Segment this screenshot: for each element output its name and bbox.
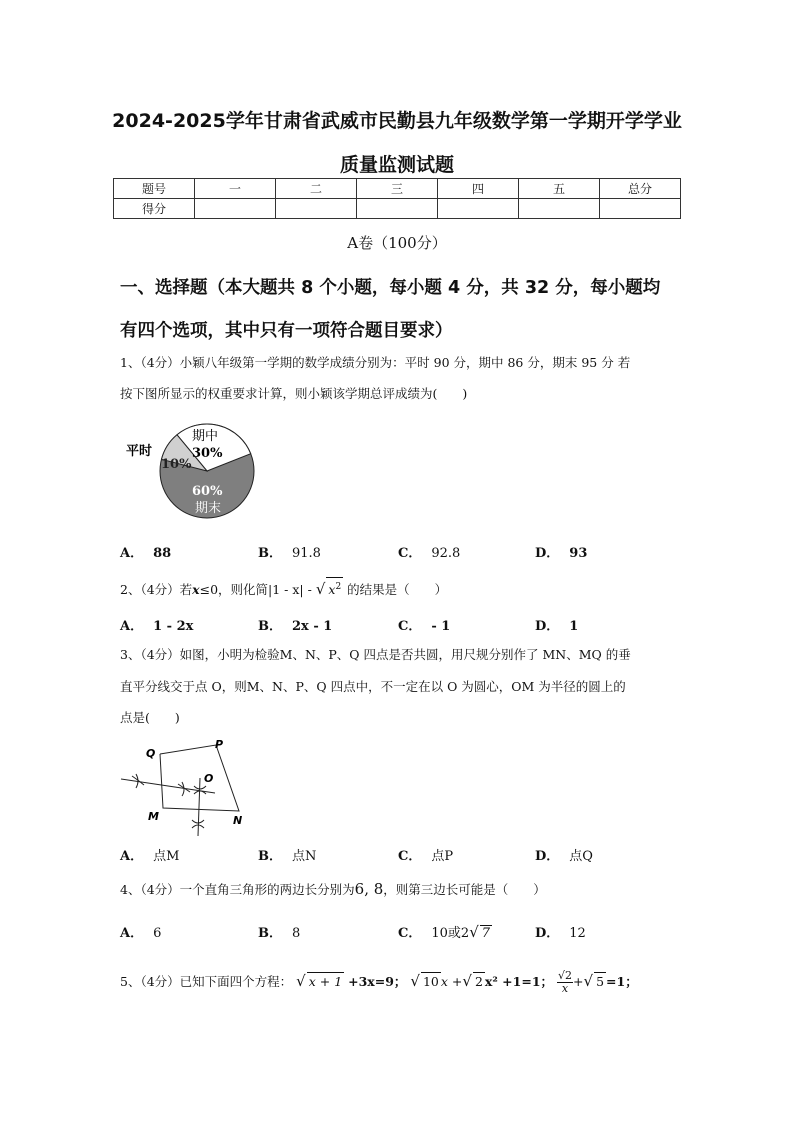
sqrt-sign: √ <box>410 972 420 990</box>
q2-radicand <box>326 577 343 599</box>
q4-option-c-text: 10或2 <box>431 926 470 941</box>
q2-var: x <box>192 582 200 598</box>
pie-label-pingshi: 平时 <box>126 444 153 459</box>
q4-side-lengths: 6, 8 <box>354 880 384 898</box>
score-cell-empty <box>357 199 438 219</box>
q4-option-c-radicand: 7 <box>481 926 491 941</box>
q4-option-a-text: 6 <box>153 926 162 941</box>
score-cell: 一 <box>195 179 276 199</box>
score-table-score-row <box>114 199 681 219</box>
q3-option-a-text: 点M <box>153 849 180 864</box>
q2-option-c[interactable]: C． - 1 <box>398 619 451 634</box>
part1-heading-line2: 有四个选项，其中只有一项符合题目要求） <box>120 321 453 341</box>
q2-suffix: 的结果是（ ） <box>347 582 448 598</box>
score-cell-empty <box>438 199 519 219</box>
q1-option-d-text: 93 <box>569 546 588 561</box>
q5-eq3-fraction <box>557 970 573 995</box>
q5-eq1-radicand: x + 1 <box>308 974 343 989</box>
score-cell: 二 <box>276 179 357 199</box>
q3-option-a[interactable]: A． 点M <box>120 849 180 864</box>
q3-text-line1: 3、（4分）如图，小明为检验M、N、P、Q 四点是否共圆，用尺规分别作了 MN、MQ 的垂 <box>120 647 631 662</box>
q2-option-b-text: 2x - 1 <box>292 619 333 634</box>
q5-eq2-mid: x + <box>440 974 463 989</box>
q5-eq3-numerator: √2 <box>558 969 573 982</box>
sqrt-sign: √ <box>462 972 472 990</box>
q4-option-d-text: 12 <box>569 926 586 941</box>
q4-option-a[interactable]: A． 6 <box>120 926 162 941</box>
q5-eq3-rest: =1； <box>606 974 638 989</box>
q3-option-b[interactable]: B． 点N <box>258 849 317 864</box>
q5-text <box>120 970 700 995</box>
pie-pct-qimo: 60% <box>192 484 223 499</box>
score-cell: 五 <box>519 179 600 199</box>
score-cell: 四 <box>438 179 519 199</box>
q1-option-b[interactable]: B． 91.8 <box>258 546 321 561</box>
point-label-o: O <box>204 772 214 785</box>
q1-option-b-text: 91.8 <box>292 546 321 561</box>
q2-cond: ≤0，则化简|1 - x| - <box>199 582 312 598</box>
q1-option-c[interactable]: C． 92.8 <box>398 546 461 561</box>
q5-eq2-rest: x² +1=1； <box>484 974 554 989</box>
q4-text <box>120 880 685 899</box>
q5-prefix: 5、（4分）已知下面四个方程： <box>120 974 293 989</box>
score-cell: 题号 <box>114 179 195 199</box>
q1-text-line2: 按下图所显示的权重要求计算，则小颖该学期总评成绩为( ) <box>120 386 468 401</box>
q2-option-a-text: 1 - 2x <box>153 619 194 634</box>
q3-option-c-text: 点P <box>431 849 454 864</box>
q3-text-line2: 直平分线交于点 O，则M、N、P、Q 四点中，不一定在以 O 为圆心，OM 为半径的圆上的 <box>120 679 626 694</box>
q2-prefix: 2、（4分）若 <box>120 582 193 598</box>
q2-option-c-text: - 1 <box>431 619 451 634</box>
section-a-heading: A卷（100分） <box>347 234 447 252</box>
q4-option-c[interactable]: C． 10或2√ 7 <box>398 923 491 941</box>
q1-option-a-text: 88 <box>153 546 172 561</box>
q1-option-a[interactable]: A． 88 <box>120 546 172 561</box>
q5-eq2-radicand2: 2 <box>474 974 483 989</box>
part1-heading-line1: 一、选择题（本大题共 8 个小题，每小题 4 分，共 32 分，每小题均 <box>120 278 661 298</box>
pie-pct-pingshi: 10% <box>161 457 192 472</box>
score-cell: 三 <box>357 179 438 199</box>
pie-label-qimo: 期末 <box>195 501 222 516</box>
score-cell-empty <box>600 199 681 219</box>
score-cell-empty <box>276 199 357 219</box>
q2-option-b[interactable]: B． 2x - 1 <box>258 619 333 634</box>
arc-mark <box>182 782 184 796</box>
score-table <box>113 178 681 219</box>
q3-option-c[interactable]: C． 点P <box>398 849 454 864</box>
q4-option-b-text: 8 <box>292 926 301 941</box>
q5-eq3-denominator: x <box>561 982 569 995</box>
q3-geometry-figure <box>118 736 253 836</box>
score-cell-empty <box>195 199 276 219</box>
point-label-m: M <box>148 810 159 823</box>
point-label-q: Q <box>146 747 156 760</box>
q5-eq3-radicand: 5 <box>596 974 605 989</box>
score-table-header-row <box>114 179 681 199</box>
score-cell: 总分 <box>600 179 681 199</box>
sqrt-sign: √ <box>315 580 326 599</box>
q4-suffix: ，则第三边长可能是（ ） <box>383 882 546 897</box>
sqrt-sign: √ <box>469 923 479 941</box>
q1-pie-figure <box>120 420 270 524</box>
q3-option-d[interactable]: D． 点Q <box>535 849 593 864</box>
q3-text-line3: 点是( ) <box>120 710 180 725</box>
doc-title-line1: 2024-2025学年甘肃省武威市民勤县九年级数学第一学期开学学业 <box>112 110 682 132</box>
q2-option-d-text: 1 <box>569 619 579 634</box>
score-cell: 得分 <box>114 199 195 219</box>
q2-option-d[interactable]: D． 1 <box>535 619 579 634</box>
q2-option-a[interactable]: A． 1 - 2x <box>120 619 194 634</box>
q1-option-c-text: 92.8 <box>431 546 461 561</box>
q3-option-d-text: 点Q <box>569 849 593 864</box>
sqrt-sign: √ <box>296 972 306 990</box>
bisector-mn <box>198 778 200 836</box>
q4-prefix: 4、（4分）一个直角三角形的两边长分别为 <box>120 882 355 897</box>
q2-radicand-var: x <box>328 582 336 598</box>
q5-eq3-mid: + <box>573 974 584 989</box>
q3-option-b-text: 点N <box>292 849 317 864</box>
q5-eq1-rest: +3x=9； <box>348 974 407 989</box>
q2-exponent: 2 <box>335 582 342 592</box>
doc-title-line2: 质量监测试题 <box>339 154 454 176</box>
pie-label-qizhong: 期中 <box>192 429 219 444</box>
sqrt-sign: √ <box>583 972 594 990</box>
pie-pct-qizhong: 30% <box>192 446 223 461</box>
q5-eq2-radicand: 10 <box>422 974 439 989</box>
point-label-n: N <box>233 814 243 827</box>
q2-text <box>120 577 685 599</box>
q4-option-b[interactable]: B． 8 <box>258 926 301 941</box>
q1-option-d[interactable]: D． 93 <box>535 546 588 561</box>
q1-text-line1: 1、（4分）小颖八年级第一学期的数学成绩分别为：平时 90 分，期中 86 分，期末 95 分 若 <box>120 355 631 370</box>
point-label-p: P <box>215 738 224 751</box>
score-cell-empty <box>519 199 600 219</box>
q4-option-d[interactable]: D． 12 <box>535 926 586 941</box>
